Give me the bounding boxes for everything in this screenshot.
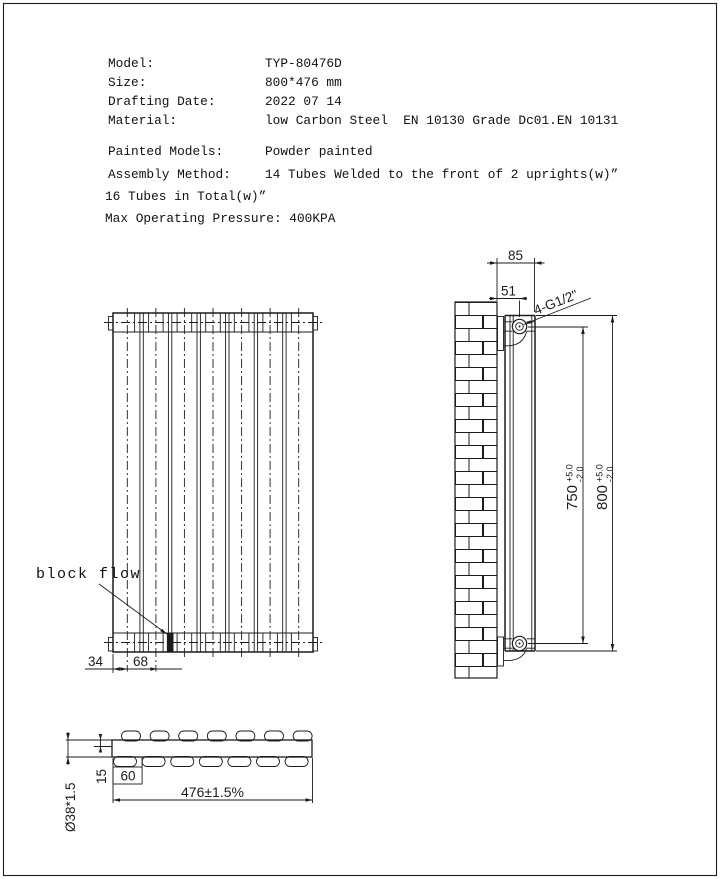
dim-85-text: 85 xyxy=(508,248,524,263)
sheet-border xyxy=(4,4,717,876)
profile-outline xyxy=(505,316,535,652)
title-row-label: Assembly Method: xyxy=(108,167,231,182)
dim-800-tol-plus: +5.0 xyxy=(594,464,605,482)
connection-callout xyxy=(524,287,592,325)
title-row-value: low Carbon Steel EN 10130 Grade Dc01.EN 10131 xyxy=(265,113,619,128)
title-row-label: Model: xyxy=(108,56,155,71)
dim-60-text: 60 xyxy=(120,768,136,784)
title-row-label: Material: xyxy=(108,113,178,128)
front-tube-row xyxy=(114,757,309,767)
dim-15-text: 15 xyxy=(94,768,109,784)
title-row-value: 800*476 mm xyxy=(265,75,342,90)
dim-800-text: 800 xyxy=(594,484,611,510)
title-row-value: 2022 07 14 xyxy=(265,94,342,109)
dim-tube-spec-text: Ø38*1.5 xyxy=(63,782,78,832)
title-block xyxy=(105,56,619,226)
connection-label: 4-G1/2" xyxy=(531,286,580,318)
dim-34-text: 34 xyxy=(88,654,104,669)
dim-51-text: 51 xyxy=(501,283,517,299)
side-view xyxy=(455,248,617,678)
title-row-value: TYP-80476D xyxy=(265,56,342,71)
block-flow-label: block flow xyxy=(36,566,142,583)
profile-inner-lines xyxy=(510,316,532,652)
dim-800-tol-minus: -2.0 xyxy=(605,466,615,482)
dim-750-tol-minus: -2.0 xyxy=(575,466,585,482)
dim-60 xyxy=(113,757,142,784)
block-flow-mark xyxy=(167,633,174,652)
upright-band xyxy=(112,740,312,757)
dim-34-68 xyxy=(85,654,182,673)
front-view xyxy=(36,308,322,673)
dim-750-text: 750 xyxy=(564,484,581,510)
title-note: 16 Tubes in Total(w)” xyxy=(105,189,267,204)
title-row-label: Painted Models: xyxy=(108,144,224,159)
title-row-value: Powder painted xyxy=(265,144,373,159)
title-row-label: Size: xyxy=(108,75,147,90)
dim-750 xyxy=(528,327,588,644)
title-row-label: Drafting Date: xyxy=(108,94,216,109)
title-note: Max Operating Pressure: 400KPA xyxy=(105,211,336,226)
dim-15 xyxy=(94,734,112,784)
svg-text:750+5.0-2.0 xyxy=(564,464,585,510)
wall-section xyxy=(455,302,497,678)
title-row-value: 14 Tubes Welded to the front of 2 uprights(w)” xyxy=(265,167,619,182)
top-view xyxy=(63,731,313,832)
dim-750-tol-plus: +5.0 xyxy=(564,464,575,482)
dim-476-text: 476±1.5% xyxy=(181,784,244,800)
svg-text:800+5.0-2.0 xyxy=(594,464,615,510)
dim-68-text: 68 xyxy=(133,654,149,669)
dim-800 xyxy=(536,316,617,652)
